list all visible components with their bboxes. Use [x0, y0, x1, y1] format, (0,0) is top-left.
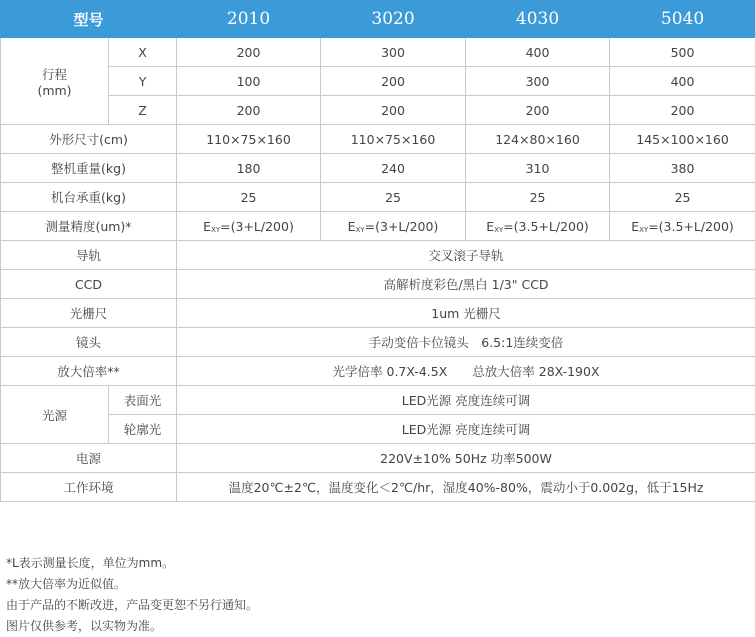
- scale-label: 光栅尺: [1, 299, 177, 328]
- scale-row: [1, 299, 755, 328]
- model-4030: 4030: [466, 1, 610, 38]
- travel-x-3020: 300: [321, 38, 466, 67]
- travel-x-4030: 400: [466, 38, 610, 67]
- size-3020: 110×75×160: [321, 125, 466, 154]
- size-2010: 110×75×160: [177, 125, 321, 154]
- guide-label: 导轨: [1, 241, 177, 270]
- weight-label: 整机重量(kg): [1, 154, 177, 183]
- accuracy-subscript: XY: [639, 225, 649, 234]
- light-type-surface: 表面光: [109, 386, 177, 415]
- accuracy-5040: [610, 212, 755, 241]
- load-2010: 25: [177, 183, 321, 212]
- weight-5040: 380: [610, 154, 755, 183]
- environment-value: 温度20℃±2℃，温度变化＜2℃/hr，湿度40%-80%，震动小于0.002g，低于15Hz: [177, 473, 755, 502]
- accuracy-4030: [466, 212, 610, 241]
- lens-value: 手动变倍卡位镜头 6.5:1连续变倍: [177, 328, 755, 357]
- light-value-contour: LED光源 亮度连续可调: [177, 415, 755, 444]
- travel-row-z: [1, 96, 755, 125]
- travel-row-x: [1, 38, 755, 67]
- accuracy-value: =(3+L/200): [364, 218, 439, 234]
- travel-z-4030: 200: [466, 96, 610, 125]
- accuracy-value: =(3.5+L/200): [648, 218, 734, 234]
- light-type-contour: 轮廓光: [109, 415, 177, 444]
- travel-z-3020: 200: [321, 96, 466, 125]
- travel-unit: (mm): [37, 82, 72, 98]
- light-row-surface: [1, 386, 755, 415]
- travel-x-2010: 200: [177, 38, 321, 67]
- travel-label-text: 行程: [41, 66, 67, 82]
- travel-y-2010: 100: [177, 67, 321, 96]
- accuracy-value: =(3+L/200): [220, 218, 294, 234]
- scale-value: 1um 光栅尺: [177, 299, 755, 328]
- model-5040: 5040: [610, 1, 755, 38]
- weight-row: [1, 154, 755, 183]
- travel-y-3020: 200: [321, 67, 466, 96]
- travel-label: [1, 38, 109, 125]
- accuracy-prefix: E: [203, 218, 212, 234]
- load-3020: 25: [321, 183, 466, 212]
- accuracy-value: =(3.5+L/200): [503, 218, 589, 234]
- magnification-row: [1, 357, 755, 386]
- lens-row: [1, 328, 755, 357]
- load-label: 机台承重(kg): [1, 183, 177, 212]
- model-3020: 3020: [321, 1, 466, 38]
- accuracy-3020: [321, 212, 466, 241]
- light-row-contour: [1, 415, 755, 444]
- weight-4030: 310: [466, 154, 610, 183]
- footnote-3: 由于产品的不断改进，产品变更恕不另行通知。: [6, 598, 259, 612]
- guide-row: [1, 241, 755, 270]
- light-value-surface: LED光源 亮度连续可调: [177, 386, 755, 415]
- weight-3020: 240: [321, 154, 466, 183]
- load-row: [1, 183, 755, 212]
- accuracy-label: 测量精度(um)*: [1, 212, 177, 241]
- accuracy-subscript: XY: [355, 225, 365, 234]
- weight-2010: 180: [177, 154, 321, 183]
- travel-x-5040: 500: [610, 38, 755, 67]
- accuracy-prefix: E: [347, 218, 356, 234]
- travel-z-2010: 200: [177, 96, 321, 125]
- magnification-label: 放大倍率**: [1, 357, 177, 386]
- header-row: [1, 1, 755, 38]
- ccd-label: CCD: [1, 270, 177, 299]
- accuracy-subscript: XY: [211, 225, 221, 234]
- travel-y-4030: 300: [466, 67, 610, 96]
- light-label: 光源: [1, 386, 109, 444]
- environment-label: 工作环境: [1, 473, 177, 502]
- size-label: 外形尺寸(cm): [1, 125, 177, 154]
- footnotes: [6, 553, 258, 637]
- axis-y: Y: [109, 67, 177, 96]
- guide-value: 交叉滚子导轨: [177, 241, 755, 270]
- travel-row-y: [1, 67, 755, 96]
- ccd-row: [1, 270, 755, 299]
- size-5040: 145×100×160: [610, 125, 755, 154]
- power-value: 220V±10% 50Hz 功率500W: [177, 444, 755, 473]
- footnote-2: **放大倍率为近似值。: [6, 577, 127, 591]
- accuracy-prefix: E: [486, 218, 495, 234]
- power-row: [1, 444, 755, 473]
- accuracy-row: [1, 212, 755, 241]
- axis-x: X: [109, 38, 177, 67]
- accuracy-subscript: XY: [494, 225, 504, 234]
- ccd-value: 高解析度彩色/黑白 1/3" CCD: [177, 270, 755, 299]
- footnote-4: 图片仅供参考，以实物为准。: [6, 619, 163, 633]
- accuracy-prefix: E: [631, 218, 640, 234]
- load-4030: 25: [466, 183, 610, 212]
- travel-z-5040: 200: [610, 96, 755, 125]
- load-5040: 25: [610, 183, 755, 212]
- model-label: 型号: [1, 1, 177, 38]
- size-4030: 124×80×160: [466, 125, 610, 154]
- magnification-value: 光学倍率 0.7X-4.5X 总放大倍率 28X-190X: [177, 357, 755, 386]
- lens-label: 镜头: [1, 328, 177, 357]
- power-label: 电源: [1, 444, 177, 473]
- footnote-1: *L表示测量长度，单位为mm。: [6, 556, 175, 570]
- accuracy-2010: [177, 212, 321, 241]
- size-row: [1, 125, 755, 154]
- environment-row: [1, 473, 755, 502]
- travel-y-5040: 400: [610, 67, 755, 96]
- axis-z: Z: [109, 96, 177, 125]
- model-2010: 2010: [177, 1, 321, 38]
